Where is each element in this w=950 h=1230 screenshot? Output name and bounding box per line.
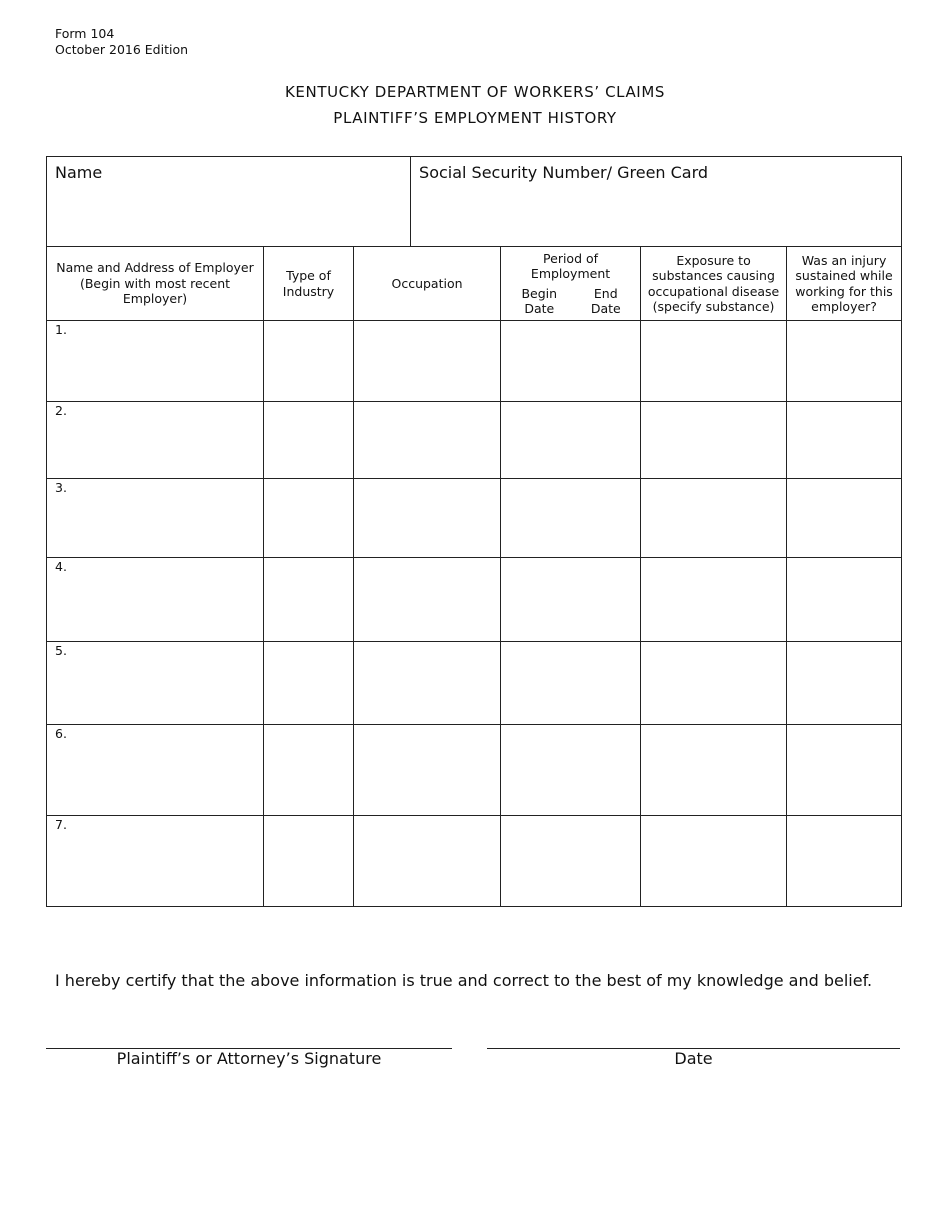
exposure-cell[interactable] [641, 479, 787, 558]
column-header-occupation: Occupation [354, 247, 501, 321]
employment-history-table [46, 156, 902, 907]
employer-cell[interactable] [47, 816, 264, 907]
row-number: 6. [55, 726, 67, 741]
industry-cell[interactable] [264, 402, 354, 479]
occupation-cell[interactable] [354, 816, 501, 907]
row-number: 4. [55, 559, 67, 574]
table-row [47, 816, 902, 907]
period-cell[interactable] [501, 816, 641, 907]
table-row [47, 642, 902, 725]
row-number: 1. [55, 322, 67, 337]
exposure-cell[interactable] [641, 321, 787, 402]
employer-cell[interactable] [47, 725, 264, 816]
table-row [47, 321, 902, 402]
employer-cell[interactable] [47, 558, 264, 642]
row-number: 2. [55, 403, 67, 418]
table-row [47, 725, 902, 816]
column-header-industry: Type of Industry [264, 247, 354, 321]
name-label: Name [55, 163, 103, 182]
ssn-label: Social Security Number/ Green Card [419, 163, 709, 182]
industry-cell[interactable] [264, 479, 354, 558]
agency-title: KENTUCKY DEPARTMENT OF WORKERS’ CLAIMS [284, 83, 665, 101]
column-header-exposure: Exposure to substances causing occupational disease (specify substance) [641, 247, 787, 321]
certification-statement: I hereby certify that the above information is true and correct to the best of my knowledge and belief. [55, 971, 873, 990]
employer-cell[interactable] [47, 402, 264, 479]
occupation-cell[interactable] [354, 479, 501, 558]
form-edition: October 2016 Edition [55, 42, 189, 57]
form-number: Form 104 [55, 26, 115, 41]
employment-rows [47, 321, 902, 907]
industry-cell[interactable] [264, 321, 354, 402]
injury-cell[interactable] [787, 816, 902, 907]
end-date-label: End Date [590, 285, 621, 316]
period-label: Period of Employment [530, 250, 611, 281]
exposure-cell[interactable] [641, 402, 787, 479]
column-header-period [501, 247, 641, 321]
exposure-cell[interactable] [641, 816, 787, 907]
employer-cell[interactable] [47, 321, 264, 402]
occupation-cell[interactable] [354, 642, 501, 725]
table-row [47, 402, 902, 479]
row-number: 3. [55, 480, 67, 495]
injury-cell[interactable] [787, 642, 902, 725]
begin-date-label: Begin Date [521, 285, 558, 316]
row-number: 5. [55, 643, 67, 658]
table-row [47, 479, 902, 558]
injury-cell[interactable] [787, 402, 902, 479]
period-cell[interactable] [501, 321, 641, 402]
employer-cell[interactable] [47, 642, 264, 725]
period-cell[interactable] [501, 558, 641, 642]
name-field[interactable] [47, 157, 411, 247]
industry-cell[interactable] [264, 725, 354, 816]
injury-cell[interactable] [787, 321, 902, 402]
table-row [47, 558, 902, 642]
exposure-cell[interactable] [641, 558, 787, 642]
form-title: PLAINTIFF’S EMPLOYMENT HISTORY [333, 109, 617, 127]
period-cell[interactable] [501, 479, 641, 558]
employer-cell[interactable] [47, 479, 264, 558]
column-header-employer: Name and Address of Employer (Begin with most recent Employer) [47, 247, 264, 321]
form-identifier [55, 26, 188, 58]
injury-cell[interactable] [787, 558, 902, 642]
exposure-cell[interactable] [641, 725, 787, 816]
signature-label: Plaintiff’s or Attorney’s Signature [116, 1049, 382, 1068]
date-label: Date [674, 1049, 713, 1068]
industry-cell[interactable] [264, 816, 354, 907]
industry-cell[interactable] [264, 642, 354, 725]
injury-cell[interactable] [787, 479, 902, 558]
column-header-injury: Was an injury sustained while working for this employer? [787, 247, 902, 321]
row-number: 7. [55, 817, 67, 832]
industry-cell[interactable] [264, 558, 354, 642]
period-cell[interactable] [501, 725, 641, 816]
occupation-cell[interactable] [354, 558, 501, 642]
period-cell[interactable] [501, 402, 641, 479]
injury-cell[interactable] [787, 725, 902, 816]
occupation-cell[interactable] [354, 725, 501, 816]
occupation-cell[interactable] [354, 402, 501, 479]
exposure-cell[interactable] [641, 642, 787, 725]
period-cell[interactable] [501, 642, 641, 725]
occupation-cell[interactable] [354, 321, 501, 402]
ssn-field[interactable] [411, 157, 902, 247]
